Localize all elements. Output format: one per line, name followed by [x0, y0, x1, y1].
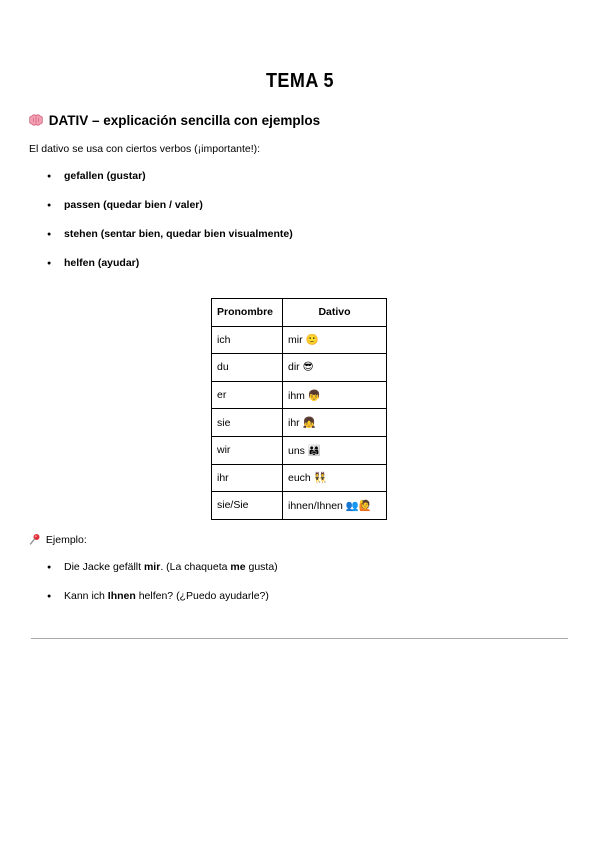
list-item: ● passen (quedar bien / valer) — [64, 199, 203, 211]
table-row — [212, 464, 387, 492]
table-cell-dativo: mir 🙂 — [283, 326, 387, 354]
example-text: Die Jacke gefällt — [64, 561, 144, 573]
example-item — [64, 561, 278, 573]
section-heading-text: DATIV – explicación sencilla con ejemplos — [48, 113, 321, 128]
table-cell-dativo: uns 👨‍👩‍👧 — [283, 436, 387, 464]
table-cell-dativo: dir 😎 — [283, 354, 387, 382]
example-bold: me — [230, 561, 246, 573]
table-header-pronombre: Pronombre — [212, 299, 283, 327]
example-text: Kann ich — [64, 590, 108, 602]
horizontal-rule — [31, 638, 568, 639]
list-item: ● stehen (sentar bien, quedar bien visualmente) — [64, 228, 293, 240]
table-cell-pronombre: ihr — [212, 464, 283, 492]
brain-icon — [29, 114, 43, 126]
example-text: . (La chaqueta — [160, 561, 231, 573]
list-item: ● gefallen (gustar) — [64, 170, 146, 182]
table-header-dativo: Dativo — [283, 299, 387, 327]
example-label — [29, 533, 87, 546]
table-row — [212, 409, 387, 437]
section-heading — [29, 113, 320, 128]
table-row — [212, 492, 387, 520]
example-bold: mir — [143, 561, 161, 573]
table-cell-pronombre: du — [212, 354, 283, 382]
example-bold: Ihnen — [107, 590, 136, 602]
table-cell-dativo: ihm 👦 — [283, 381, 387, 409]
intro-text: El dativo se usa con ciertos verbos (¡importante!): — [29, 143, 261, 155]
table-row — [212, 381, 387, 409]
table-cell-dativo: euch 👯 — [283, 464, 387, 492]
example-item — [64, 590, 269, 602]
pushpin-icon — [29, 533, 41, 545]
table-header-row — [212, 299, 387, 327]
table-cell-dativo: ihr 👧 — [283, 409, 387, 437]
example-text: gusta) — [245, 561, 278, 573]
table-cell-pronombre: ich — [212, 326, 283, 354]
table-row — [212, 436, 387, 464]
table-cell-pronombre: sie — [212, 409, 283, 437]
example-label-text: Ejemplo: — [45, 534, 87, 546]
list-item: ● helfen (ayudar) — [64, 257, 139, 269]
table-cell-dativo: ihnen/Ihnen 👥🙋 — [283, 492, 387, 520]
table-cell-pronombre: wir — [212, 436, 283, 464]
table-cell-pronombre: sie/Sie — [212, 492, 283, 520]
page-title: TEMA 5 — [265, 70, 335, 92]
table-row — [212, 354, 387, 382]
example-text: helfen? (¿Puedo ayudarle?) — [135, 590, 269, 602]
table-row — [212, 326, 387, 354]
table-cell-pronombre: er — [212, 381, 283, 409]
dativ-table — [211, 298, 387, 520]
